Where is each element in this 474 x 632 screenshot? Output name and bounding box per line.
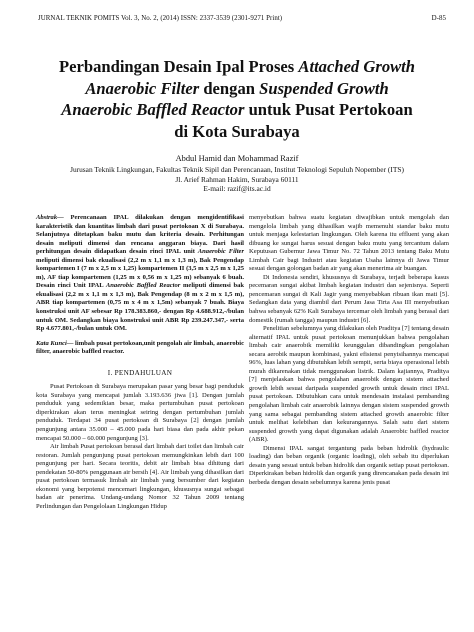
title-text-italic: Attached Growth — [298, 57, 416, 76]
title-text: untuk Pusat Pertokoan — [244, 100, 413, 119]
title-text-italic: Suspended Growth — [259, 78, 389, 98]
keywords-label: Kata Kunci — [36, 339, 67, 347]
keywords — [36, 340, 244, 357]
left-column — [36, 214, 244, 512]
body-paragraph: menyebutkan bahwa suatu kegiatan diwajibkan untuk mengolah dan mengelola limbah yang dihasilkan wajib memenuhi standar baku mutu untuk menjaga kelestarian lingkungan. Oleh karena itu effluent yang akan dibuang ke sungai harus sesuai dengan baku mutu yang tercantum dalam Keputusan Gubernur Jawa Timur No. 72 Tahun 2013 tentang Baku Mutu Limbah Cair bagi Industri atau kegiatan Usaha lainnya di Jawa Timur sesuai dengan golongan badan air yang akan menerima air buangan. — [249, 214, 449, 273]
abstract-text: — Perencanaan IPAL dilakukan dengan mengidentifikasi karakteristik dan kuantitas limbah dari pusat pertokoan X di Surabaya. Selanjutnya ditetapkan baku mutu dan kriteria desain. Perhitungan desain meliputi dimensi dan rencana anggaran biaya. Dari hasil perhitungan desain didapatkan desain rinci IPAL unit — [36, 214, 244, 256]
abstract — [36, 214, 244, 334]
body-paragraph: Penelitian sebelumnya yang dilakukan oleh Praditya [7] tentang desain alternatif IPAL untuk pusat pertokoan menunjukkan bahwa pengolahan limbah cair anaerobik memiliki keunggulan dibandingkan pengolahan secara aerobik maupun kombinasi, yakni efisiensi penyisihannya mencapai 96%, luas lahan yang dibutuhkan lebih sempit, serta biaya operasional lebih murah dikarenakan tidak menggunakan listrik. Dalam kajiannya, Praditya [7] menjelaskan bahwa pengolahan anaerobik dengan sistem attached growth lebih sesuai daripada suspended growth untuk desain rinci IPAL pusat pertokoan. Dibutuhkan cara untuk mendesain instalasi pembanding pengolahan limbah cair anaerobik lainnya dengan sistem suspended growth yang sama sebagai pembanding sistem attached growth anaerobic filter untuk melihat kelebihan dan kekurangannya. Salah satu dari sistem suspended growth yang dapat digunakan adalah Anaerobic baffled reactor (ABR). — [249, 325, 449, 444]
body-paragraph: Pusat Pertokoan di Surabaya merupakan pasar yang besar bagi penduduk kota Surabaya yang mencapai jumlah 3.193.636 jiwa [1]. Dengan jumlah penduduk yang sedemikian besar, maka pertumbuhan pusat pertokoan diperkirakan akan terus meningkat seiring dengan pertumbuhan jumlah penduduk. Terdapat 34 pusat pertokoan di Surabaya [2] dengan jumlah pengunjung antara 35.000 – 45.000 pada hari biasa dan pada akhir pekan mencapai 50.000 – 60.000 pengunjung [3]. — [36, 383, 244, 442]
affiliation-address: Jl. Arief Rahman Hakim, Surabaya 60111 — [175, 174, 299, 184]
body-paragraph: Air limbah Pusat pertokoan berasal dari limbah dari toilet dan limbah cair restoran. Jumlah pengunjung pusat pertokoan memungkinkan lebih dari 100 pengunjung per hari. Secara teoritis, debit air limbah bisa dihitung dari pendekatan 50-80% penggunaan air bersih [4]. Air limbah yang dihasilkan dari pusat pertokoan termasuk limbah air limbah yang bersumber dari kegiatan ekonomi yang berpotensi mencemari lingkungan, khususnya sungai sebagai badan air penerima. Undang-undang Nomor 32 Tahun 2009 tentang Perlindungan dan Pengelolaan Lingkungan Hidup — [36, 443, 244, 510]
body-paragraph: Dimensi IPAL sangat tergantung pada beban hidrolik (hydraulic loading) dan beban organik (organic loading), oleh sebab itu diperlukan desain yang sesuai untuk beban hidrolik dan organik setiap pusat pertokoan. Diperkirakan beban hidrolik dan organik yang direncanakan pada desain ini berbeda dengan desain sebelumnya karena jenis pusat — [249, 444, 449, 486]
paper-title — [20, 56, 454, 142]
title-text-italic: Anaerobic Filter — [85, 78, 200, 98]
page-number: D-85 — [431, 15, 446, 22]
section-heading: I. PENDAHULUAN — [107, 368, 173, 377]
affiliation-email: E-mail: razif@its.ac.id — [203, 184, 271, 194]
abstract-text: meliputi dimensi bak ekualisasi (2,2 m x 1,1 m x 1,3 m), Bak Pengendap (8 m x 2 m x 1,5 m), ABR tiap kompartemen (0,75 m x 4 m x 1,5m) sebanyak 7 buah. Biaya konstruksi unit AF sebesar Rp 178.383.860,- dengan Rp 4.688.912,-/bulan untuk OM. Sedangkan biaya konstruksi unit ABR Rp 239.247.347,- serta Rp 4.677.801,-/bulan untuk OM. — [36, 282, 244, 333]
title-text: di Kota Surabaya — [174, 121, 300, 141]
title-text: dengan — [199, 78, 260, 98]
right-column — [249, 214, 449, 488]
keywords-text: — limbah pusat pertokoan,unit pengolah air limbah, anaerobic filter, anaerobic baffled reactor. — [36, 339, 244, 356]
body-paragraph: Di Indonesia sendiri, khususnya di Surabaya, terjadi beberapa kasus pecemaran sungai akibat limbah kegiatan industri dan sejenisnya. Seperti pencemaran sungai di Kali Jagir yang menyebabkan ribuan ikan mati [5]. Sedangkan data yang diambil dari Perum Jasa Tirta Asa III menyebutkan bahwa sebanyak 62% Kali Surabaya tercemar oleh limbah yang berasal dari domestik (rumah tangga) maupun industri [6]. — [249, 273, 449, 324]
abstract-label: Abstrak — [36, 214, 58, 221]
affiliation-institution: Jurusan Teknik Lingkungan, Fakultas Teknik Sipil dan Perencanaan, Institut Teknologi Sepuluh Nopember (ITS) — [70, 165, 404, 174]
title-text: Perbandingan Desain Ipal Proses — [58, 57, 299, 76]
affiliation — [20, 165, 454, 194]
journal-info: JURNAL TEKNIK POMITS Vol. 3, No. 2, (2014) ISSN: 2337-3539 (2301-9271 Print) — [38, 15, 283, 22]
abstract-text: meliputi dimensi bak ekualisasi (2,2 m x 1,1 m x 1,3 m), Bak Pengendap kompartemen I (7 m x 2,5 m x 1,25) kompartemen II (3,5 m x 2,5 m x 1,25 m), AF tiap kompartemen (1,25 m x 0,56 m x 1,25 m) sebanyak 6 buah. Desain rinci Unit IPAL — [36, 256, 244, 290]
running-header — [38, 15, 446, 22]
title-text-italic: Anaerobic Baffled Reactor — [61, 100, 245, 119]
abstract-text: Anaerobic Filter — [197, 248, 244, 256]
authors: Abdul Hamid dan Mohammad Razif — [175, 154, 299, 163]
abstract-text: Anaerobic Baffled Reactor — [105, 282, 181, 290]
